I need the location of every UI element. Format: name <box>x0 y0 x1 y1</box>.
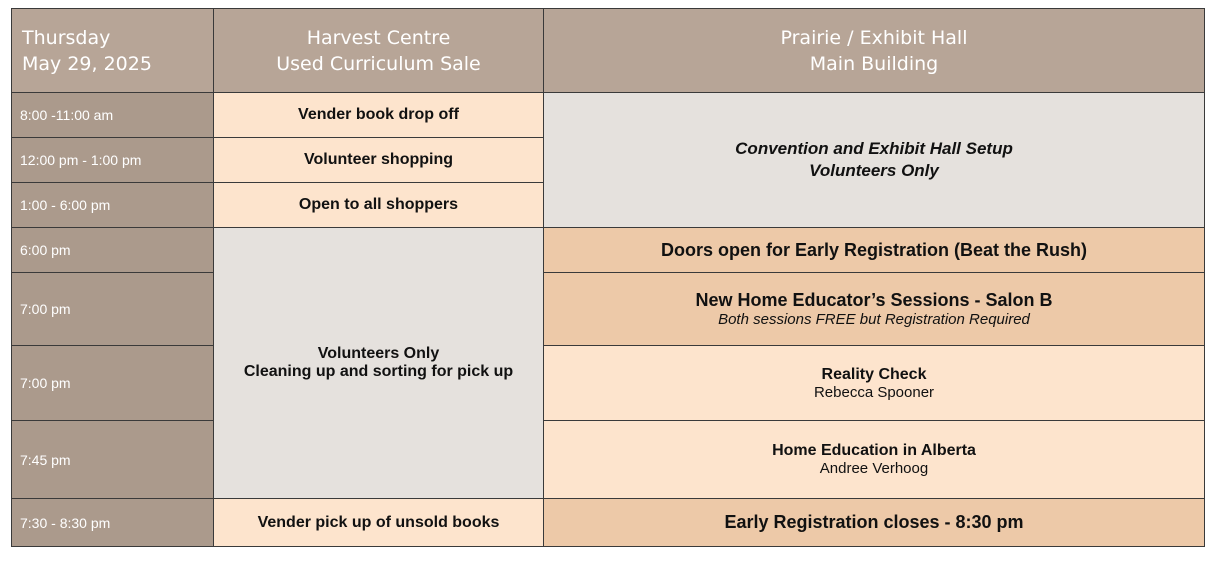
time-cell: 7:00 pm <box>12 346 214 421</box>
sessions-title: New Home Educator’s Sessions - Salon B <box>695 290 1053 310</box>
home-education-title: Home Education in Alberta <box>772 442 976 459</box>
home-education-speaker: Andree Verhoog <box>819 460 929 477</box>
schedule-row <box>12 93 1205 138</box>
pickup-cell: Vender pick up of unsold books <box>214 499 544 547</box>
reality-check-title: Reality Check <box>821 365 927 383</box>
prairie-hall-subtitle: Main Building <box>809 52 939 75</box>
time-cell: 7:00 pm <box>12 273 214 346</box>
schedule-row <box>12 346 1205 421</box>
schedule-table <box>11 8 1205 547</box>
cleanup-label: Cleaning up and sorting for pick up <box>243 363 514 380</box>
sessions-cell <box>544 273 1205 346</box>
home-education-cell <box>544 421 1205 499</box>
prairie-hall-title: Prairie / Exhibit Hall <box>780 26 968 49</box>
time-cell: 7:45 pm <box>12 421 214 499</box>
time-cell: 1:00 - 6:00 pm <box>12 183 214 228</box>
doors-open-cell: Doors open for Early Registration (Beat the Rush) <box>544 228 1205 273</box>
volunteer-shopping-cell: Volunteer shopping <box>214 138 544 183</box>
registration-closes-cell: Early Registration closes - 8:30 pm <box>544 499 1205 547</box>
volunteers-only-label: Volunteers Only <box>317 345 440 362</box>
setup-cell <box>544 93 1205 228</box>
schedule-row <box>12 273 1205 346</box>
time-cell: 7:30 - 8:30 pm <box>12 499 214 547</box>
setup-title: Convention and Exhibit Hall Setup <box>735 139 1013 158</box>
harvest-centre-header <box>214 9 544 93</box>
drop-off-cell: Vender book drop off <box>214 93 544 138</box>
day-label: Thursday <box>22 26 111 49</box>
prairie-hall-header <box>544 9 1205 93</box>
time-cell: 8:00 -11:00 am <box>12 93 214 138</box>
open-shoppers-cell: Open to all shoppers <box>214 183 544 228</box>
harvest-centre-subtitle: Used Curriculum Sale <box>276 52 481 75</box>
schedule-row <box>12 499 1205 547</box>
day-header <box>12 9 214 93</box>
time-cell: 6:00 pm <box>12 228 214 273</box>
date-label: May 29, 2025 <box>22 52 152 75</box>
setup-subtitle: Volunteers Only <box>809 161 939 180</box>
sessions-note: Both sessions FREE but Registration Required <box>718 311 1030 328</box>
time-cell: 12:00 pm - 1:00 pm <box>12 138 214 183</box>
header-row <box>12 9 1205 93</box>
reality-check-cell <box>544 346 1205 421</box>
reality-check-speaker: Rebecca Spooner <box>813 383 935 401</box>
schedule-row <box>12 228 1205 273</box>
schedule-row <box>12 421 1205 499</box>
harvest-centre-title: Harvest Centre <box>306 26 451 49</box>
volunteers-cleanup-cell <box>214 228 544 499</box>
